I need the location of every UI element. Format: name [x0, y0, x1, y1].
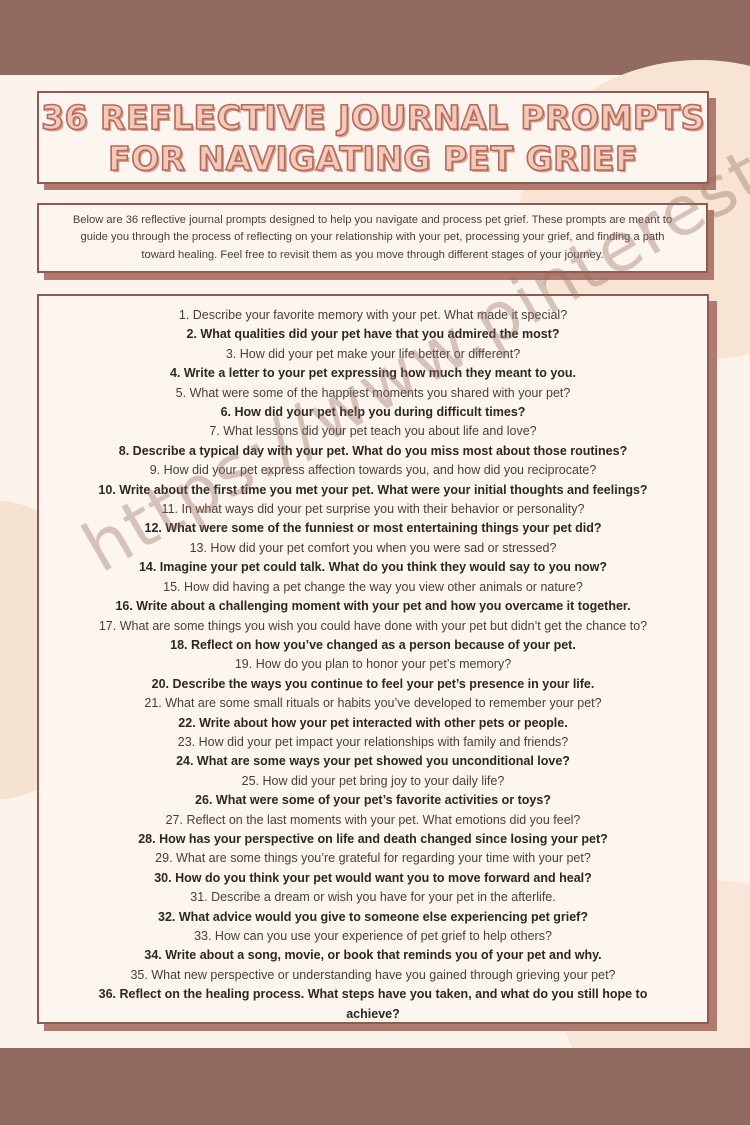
prompt-item: 10. Write about the first time you met your pet. What were your initial thoughts and feelings? — [98, 482, 648, 497]
prompt-item: 16. Write about a challenging moment with your pet and how you overcame it together. — [115, 599, 631, 614]
prompt-item: 31. Describe a dream or wish you have for your pet in the afterlife. — [190, 890, 556, 905]
prompt-item: 19. How do you plan to honor your pet’s memory? — [234, 657, 512, 672]
prompt-item: 29. What are some things you’re grateful for regarding your time with your pet? — [155, 851, 591, 866]
title-card — [37, 91, 709, 184]
prompt-item: 30. How do you think your pet would want you to move forward and heal? — [154, 870, 592, 885]
prompt-item: 33. How can you use your experience of pet grief to help others? — [194, 929, 552, 943]
prompt-item: 3. How did your pet make your life better or different? — [225, 346, 521, 361]
prompt-item: 26. What were some of your pet’s favorite activities or toys? — [195, 793, 551, 808]
prompt-item: 5. What were some of the happiest moments you shared with your pet? — [175, 385, 571, 400]
prompt-item: 22. Write about how your pet interacted with other pets or people. — [178, 715, 568, 730]
prompt-item: 36. Reflect on the healing process. What steps have you taken, and what do you still hope to achieve? — [98, 987, 648, 1021]
page-title-line-2: FOR NAVIGATING PET GRIEF — [108, 138, 638, 178]
top-band — [0, 0, 750, 75]
prompt-item: 1. Describe your favorite memory with your pet. What made it special? — [178, 308, 568, 322]
prompt-item: 12. What were some of the funniest or most entertaining things your pet did? — [144, 521, 602, 536]
prompt-item: 14. Imagine your pet could talk. What do you think they would say to you now? — [138, 560, 608, 575]
prompt-item: 25. How did your pet bring joy to your daily life? — [241, 773, 505, 788]
prompt-item: 20. Describe the ways you continue to feel your pet’s presence in your life. — [151, 676, 595, 691]
prompt-item: 32. What advice would you give to someone else experiencing pet grief? — [158, 909, 588, 924]
prompt-item: 11. In what ways did your pet surprise you with their behavior or personality? — [161, 502, 585, 517]
prompt-item: 34. Write about a song, movie, or book that reminds you of your pet and why. — [144, 948, 602, 963]
bottom-band — [0, 1048, 750, 1125]
prompt-item: 17. What are some things you wish you could have done with your pet but didn’t get the chance to? — [98, 618, 648, 633]
prompt-item: 21. What are some small rituals or habits you’ve developed to remember your pet? — [144, 696, 602, 711]
prompt-item: 7. What lessons did your pet teach you about life and love? — [209, 424, 537, 439]
prompt-item: 9. How did your pet express affection towards you, and how did you reciprocate? — [149, 463, 597, 478]
prompt-item: 2. What qualities did your pet have that you admired the most? — [186, 327, 560, 342]
prompt-item: 18. Reflect on how you’ve changed as a person because of your pet. — [170, 637, 576, 652]
prompt-item: 28. How has your perspective on life and death changed since losing your pet? — [138, 831, 608, 846]
prompt-list — [37, 294, 709, 1024]
intro-card — [37, 203, 708, 273]
prompt-item: 8. Describe a typical day with your pet. What do you miss most about those routines? — [118, 443, 628, 458]
prompt-item: 24. What are some ways your pet showed you unconditional love? — [176, 754, 570, 769]
prompt-item: 15. How did having a pet change the way you view other animals or nature? — [163, 579, 583, 594]
prompt-item: 6. How did your pet help you during difficult times? — [220, 405, 526, 420]
prompt-item: 35. What new perspective or understanding have you gained through grieving your pet? — [130, 967, 616, 982]
intro-text: Below are 36 reflective journal prompts designed to help you navigate and process pet grief. These prompts are meant to guide you through the process of reflecting on your relationship with your pet, processing your grief, and finding a path toward healing. Feel free to revisit them as you move through different stages of your journey. — [72, 213, 673, 261]
prompt-item: 23. How did your pet impact your relationships with family and friends? — [177, 734, 569, 749]
page-title-line-1: 36 REFLECTIVE JOURNAL PROMPTS — [41, 97, 705, 137]
prompt-item: 4. Write a letter to your pet expressing how much they meant to you. — [169, 366, 577, 381]
prompt-item: 27. Reflect on the last moments with your pet. What emotions did you feel? — [165, 812, 581, 827]
prompt-item: 13. How did your pet comfort you when you were sad or stressed? — [189, 540, 557, 555]
